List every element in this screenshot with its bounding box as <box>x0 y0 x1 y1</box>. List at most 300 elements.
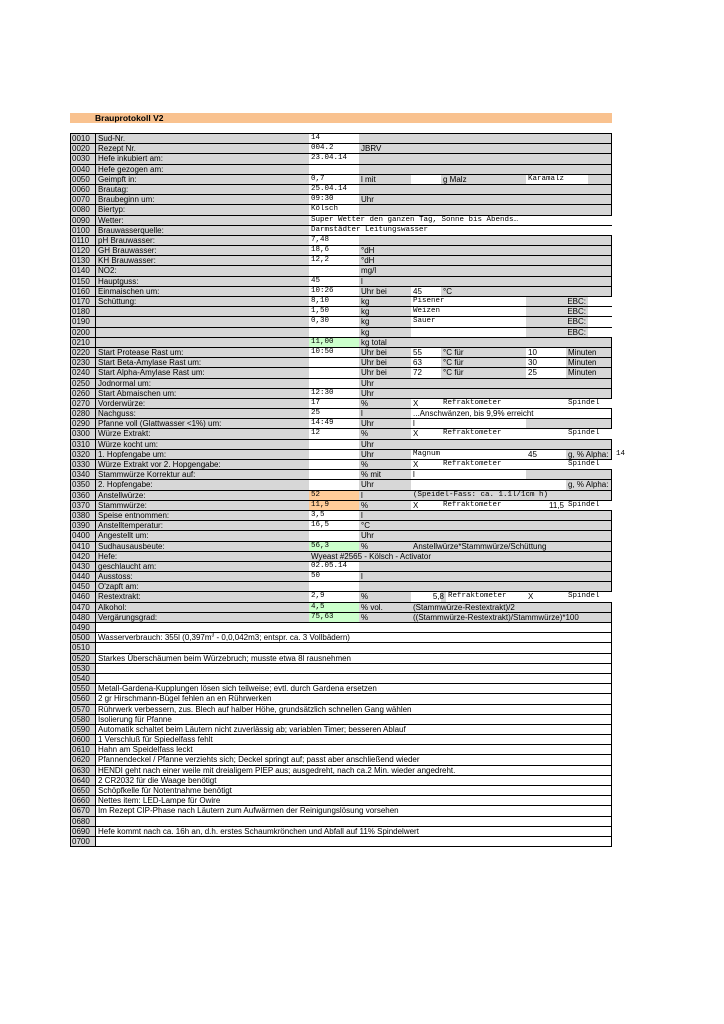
row-number: 0010 <box>71 134 96 143</box>
row-label: Rezept Nr. <box>98 144 136 154</box>
row-number: 0220 <box>71 348 96 357</box>
refractometer-check[interactable]: X <box>411 460 441 469</box>
temperature-field[interactable]: 45 <box>411 287 441 296</box>
value-field[interactable] <box>309 440 359 449</box>
ebc-field[interactable] <box>588 297 613 306</box>
value-field[interactable]: 02.05.14 <box>309 562 359 571</box>
notes-row <box>70 735 612 745</box>
protocol-row <box>70 552 612 562</box>
notes-row <box>70 643 612 653</box>
row-number: 0260 <box>71 389 96 398</box>
row-label: Pfanne voll (Glattwasser <1%) um: <box>98 419 222 429</box>
value-field[interactable]: 12 <box>309 429 359 438</box>
row-label: Brauwasserquelle: <box>98 225 164 235</box>
row-number: 0610 <box>71 745 96 754</box>
protocol-row <box>70 409 612 419</box>
value-field[interactable] <box>309 531 359 540</box>
row-label: Hefe gezogen am: <box>98 164 164 174</box>
malt-name-field[interactable]: Sauer <box>411 317 526 326</box>
row-label <box>96 317 309 326</box>
row-number: 0500 <box>71 633 96 642</box>
unit-label: kg total <box>361 337 387 347</box>
protocol-row <box>70 531 612 541</box>
protocol-row <box>70 236 612 246</box>
unit-label: kg <box>361 327 370 337</box>
rest-unit-label: °C für <box>443 368 464 378</box>
malt-name-field[interactable] <box>411 328 526 337</box>
row-number: 0600 <box>71 735 96 744</box>
row-number: 0050 <box>71 175 96 184</box>
value-field[interactable]: 8,10 <box>309 297 359 306</box>
note-text-part: HENDI geht nach einer weile mit dreialigem PIEP aus; ausgedreht, nach ca.2 Min. wieder angedreht. <box>98 765 456 775</box>
value-field[interactable]: 3,5 <box>309 511 359 520</box>
value-field[interactable]: 12,2 <box>309 256 359 265</box>
alpha-field[interactable] <box>614 480 644 489</box>
row-label: Nachguss: <box>98 409 136 419</box>
note-text-part: Wasserverbrauch: 355l (0,397m <box>98 633 212 643</box>
value-field[interactable] <box>309 582 359 591</box>
value-field[interactable]: 0,7 <box>309 175 359 184</box>
row-number: 0630 <box>71 766 96 775</box>
value-field[interactable] <box>309 328 359 337</box>
unit-label: Uhr <box>361 388 374 398</box>
notes-row <box>70 694 612 704</box>
row-number: 0460 <box>71 592 96 601</box>
value-field[interactable]: 12:30 <box>309 389 359 398</box>
protocol-row <box>70 582 612 592</box>
value-field[interactable]: 16,5 <box>309 521 359 530</box>
row-number: 0030 <box>71 154 96 163</box>
value-field[interactable]: 25.04.14 <box>309 185 359 194</box>
protocol-row <box>70 266 612 276</box>
row-number: 0170 <box>71 297 96 306</box>
row-label: Hefe inkubiert am: <box>98 154 163 164</box>
notes-row <box>70 776 612 786</box>
value-field[interactable] <box>309 470 359 479</box>
refractometer-value: 5,8 <box>432 592 444 602</box>
protocol-row <box>70 338 612 348</box>
notes-row <box>70 745 612 755</box>
row-label: Schüttung: <box>98 297 137 306</box>
row-number: 0150 <box>71 277 96 286</box>
rest-minutes-field[interactable]: 25 <box>526 368 566 377</box>
row-number: 0400 <box>71 531 96 540</box>
row-number: 0450 <box>71 582 96 591</box>
note-text-part: Metall-Gardena-Kupplungen lösen sich teilweise; evtl. durch Gardena ersetzen <box>98 684 377 694</box>
row-number: 0410 <box>71 542 96 551</box>
note-text-part: Starkes Überschäumen beim Würzebruch; musste etwa 8l rausnehmen <box>98 653 351 663</box>
protocol-row <box>70 154 612 164</box>
formula-note: ...Anschwänzen, bis 9,9% erreicht <box>411 409 611 418</box>
row-number: 0110 <box>71 236 96 245</box>
note-text-part: Nettes item: LED-Lampe für Owire <box>98 796 221 806</box>
rest-unit-label: °C für <box>443 347 464 357</box>
note-text[interactable] <box>96 715 611 724</box>
unit-label: Uhr <box>361 531 374 541</box>
note-text[interactable] <box>96 725 611 734</box>
notes-row <box>70 623 612 633</box>
row-number: 0200 <box>71 328 96 337</box>
unit-label: % <box>361 541 369 551</box>
minutes-label: Minuten <box>568 347 597 357</box>
notes-row <box>70 715 612 725</box>
spindle-check[interactable]: X <box>526 592 566 601</box>
row-number: 0060 <box>71 185 96 194</box>
row-label: Speise entnommen: <box>98 510 170 520</box>
note-text[interactable] <box>96 633 611 642</box>
note-text[interactable] <box>96 806 611 815</box>
row-label: Sudhausausbeute: <box>98 541 165 551</box>
row-number: 0350 <box>71 480 96 489</box>
note-text[interactable] <box>96 694 611 703</box>
unit-label: l mit <box>361 174 376 184</box>
protocol-row <box>70 175 612 185</box>
row-number: 0270 <box>71 399 96 408</box>
spindle-value-field[interactable]: 11,5 <box>526 501 566 510</box>
hop-amount-field[interactable]: 45 <box>526 450 566 459</box>
row-label <box>96 328 309 337</box>
spindle-value-field[interactable] <box>526 399 566 408</box>
notes-row <box>70 664 612 674</box>
row-label: Start Alpha-Amylase Rast um: <box>98 368 205 378</box>
value-field[interactable]: 11,00 <box>309 338 359 347</box>
note-text[interactable] <box>96 745 611 754</box>
row-number: 0380 <box>71 511 96 520</box>
spindle-label: Spindel <box>566 501 613 510</box>
note-text-part: 2 CR2032 für die Waage benötigt <box>98 775 217 785</box>
protocol-row <box>70 216 612 226</box>
note-text[interactable] <box>96 817 611 826</box>
formula-note: Anstellwürze*Stammwürze/Schüttung <box>413 541 547 551</box>
value-field[interactable]: 004.2 <box>309 144 359 153</box>
row-label: Start Protease Rast um: <box>98 347 184 357</box>
row-number: 0490 <box>71 623 96 632</box>
protocol-row <box>70 165 612 175</box>
note-text-part: Hefe kommt nach ca. 16h an, d.h. erstes Schaumkrönchen und Abfall auf 11% Spindelwert <box>98 826 419 836</box>
unit-label: mg/l <box>361 266 377 276</box>
notes-row <box>70 766 612 776</box>
notes-row <box>70 725 612 735</box>
unit-label: % <box>361 592 369 602</box>
protocol-row <box>70 368 612 378</box>
hop-amount-field[interactable] <box>526 480 566 489</box>
protocol-row <box>70 419 612 429</box>
spindle-label: Spindel <box>566 592 613 601</box>
hop-variety-field[interactable]: Magnum <box>411 450 526 459</box>
unit-label: l <box>361 510 363 520</box>
row-number: 0470 <box>71 603 96 612</box>
minutes-label: Minuten <box>568 358 597 368</box>
row-label: 1. Hopfengabe um: <box>98 449 167 459</box>
protocol-row <box>70 491 612 501</box>
value-field[interactable]: 0,30 <box>309 317 359 326</box>
rest-temperature-field[interactable]: 63 <box>411 358 441 367</box>
ebc-field[interactable] <box>588 328 613 337</box>
value-field[interactable]: 75,63 <box>309 613 359 622</box>
notes-row <box>70 837 612 847</box>
value-field[interactable]: 25 <box>309 409 359 418</box>
unit-label: % <box>361 429 369 439</box>
value-field[interactable]: Darmstädter Leitungswasser <box>309 226 613 235</box>
value-field[interactable]: 10:50 <box>309 348 359 357</box>
note-text[interactable] <box>96 623 611 632</box>
spindle-value-field[interactable] <box>526 460 566 469</box>
row-number: 0320 <box>71 450 96 459</box>
value-field[interactable] <box>309 165 359 174</box>
alpha-label: g, % Alpha: <box>568 480 609 490</box>
row-number: 0190 <box>71 317 96 326</box>
note-text[interactable] <box>96 837 611 846</box>
protocol-row <box>70 440 612 450</box>
row-label: NO2: <box>98 266 117 276</box>
refractometer-label: Refraktometer <box>441 460 526 469</box>
note-text-part: 2 gr Hirschmann-Bügel fehlen an en Rührwerken <box>98 694 272 704</box>
protocol-row <box>70 307 612 317</box>
protocol-title-bar <box>70 113 612 123</box>
value-field[interactable]: 2,9 <box>309 592 359 601</box>
row-number: 0210 <box>71 338 96 347</box>
protocol-row <box>70 348 612 358</box>
protocol-row <box>70 480 612 490</box>
protocol-title: Brauprotokoll V2 <box>95 113 164 123</box>
unit-label: Uhr <box>361 480 374 490</box>
value-field[interactable]: 1,50 <box>309 307 359 316</box>
value-field[interactable]: Kölsch <box>309 205 359 214</box>
note-superscript: 3 <box>211 633 215 639</box>
row-label: Hefe: <box>98 551 118 561</box>
value-field[interactable] <box>309 368 359 377</box>
note-text[interactable] <box>96 684 611 693</box>
value-field[interactable]: 10:26 <box>309 287 359 296</box>
spindle-label: Spindel <box>566 460 613 469</box>
value-field[interactable] <box>309 480 359 489</box>
value-field[interactable]: 14:49 <box>309 419 359 428</box>
row-number: 0370 <box>71 501 96 510</box>
refractometer-check[interactable]: X <box>411 399 441 408</box>
note-text[interactable] <box>96 786 611 795</box>
row-number: 0690 <box>71 827 96 836</box>
row-label: Einmaischen um: <box>98 286 160 296</box>
ebc-field[interactable] <box>588 307 613 316</box>
value-field[interactable] <box>309 358 359 367</box>
row-number: 0180 <box>71 307 96 316</box>
value-field[interactable]: 23.04.14 <box>309 154 359 163</box>
malt-name-field[interactable]: Weizen <box>411 307 526 316</box>
notes-row <box>70 674 612 684</box>
malt-name-field[interactable]: Pisener <box>411 297 526 306</box>
row-number: 0360 <box>71 491 96 500</box>
row-label: Vergärungsgrad: <box>98 612 158 622</box>
protocol-row <box>70 429 612 439</box>
value-field[interactable] <box>309 266 359 275</box>
unit-label: kg <box>361 307 370 317</box>
value-field[interactable] <box>309 450 359 459</box>
value-field[interactable]: 14 <box>309 134 359 143</box>
protocol-row <box>70 297 612 307</box>
row-number: 0390 <box>71 521 96 530</box>
row-number: 0640 <box>71 776 96 785</box>
unit-label: Uhr bei <box>361 286 387 296</box>
value-field[interactable] <box>309 379 359 388</box>
rest-temperature-field[interactable]: 55 <box>411 348 441 357</box>
row-number: 0560 <box>71 694 96 703</box>
note-text-part: Automatik schaltet beim Läutern nicht zuverlässig ab; variablen Timer; besseren Ablauf <box>98 724 406 734</box>
unit-label: % <box>361 612 369 622</box>
formula-note: ((Stammwürze-Restextrakt)/Stammwürze)*100 <box>413 612 579 622</box>
unit-label: l <box>361 409 363 419</box>
row-label: Alkohol: <box>98 602 127 612</box>
value-field[interactable]: 09:30 <box>309 195 359 204</box>
row-label: Ausstoss: <box>98 572 133 582</box>
unit-label: JBRV <box>361 144 382 154</box>
extra-field[interactable]: l <box>411 470 526 479</box>
notes-row <box>70 806 612 816</box>
value-field[interactable]: 56,3 <box>309 542 359 551</box>
notes-row <box>70 705 612 715</box>
hop-variety-field[interactable] <box>411 480 526 489</box>
protocol-row <box>70 246 612 256</box>
value-field[interactable]: 11,9 <box>309 501 359 510</box>
note-text[interactable] <box>96 664 611 673</box>
notes-row <box>70 633 612 643</box>
value-field[interactable]: 4,5 <box>309 603 359 612</box>
row-label: Würze kocht um: <box>98 439 159 449</box>
refractometer-check[interactable]: X <box>411 429 441 438</box>
row-number: 0530 <box>71 664 96 673</box>
unit-label: l <box>361 276 363 286</box>
note-text[interactable] <box>96 766 611 775</box>
value-field[interactable]: 18,6 <box>309 246 359 255</box>
row-label: Biertyp: <box>98 205 126 215</box>
spindle-label: Spindel <box>566 399 613 408</box>
row-label: Start Abmaischen um: <box>98 388 177 398</box>
row-number: 0520 <box>71 654 96 663</box>
note-text-part: Rührwerk verbessern, zus. Blech auf halber Höhe, grundsätzlich schnellen Gang wählen <box>98 704 412 714</box>
value-field[interactable]: 50 <box>309 572 359 581</box>
formula-note: (Stammwürze-Restextrakt)/2 <box>413 602 515 612</box>
fass-note: (Speidel-Fass: ca. 1.1l/1cm h) <box>413 490 549 499</box>
value-field[interactable]: Wyeast #2565 - Kölsch - Activator <box>311 551 431 561</box>
rest-minutes-field[interactable]: 10 <box>526 348 566 357</box>
malt-type-field[interactable]: Karamalz <box>526 175 588 184</box>
note-text[interactable] <box>96 776 611 785</box>
notes-row <box>70 684 612 694</box>
row-number: 0230 <box>71 358 96 367</box>
protocol-row <box>70 256 612 266</box>
unit-label: l <box>361 490 363 500</box>
unit-label: Uhr <box>361 378 374 388</box>
mit-amount-field[interactable] <box>411 175 441 184</box>
rest-temperature-field[interactable]: 72 <box>411 368 441 377</box>
note-text[interactable] <box>96 796 611 805</box>
row-label: Wetter: <box>98 215 124 225</box>
protocol-row <box>70 195 612 205</box>
row-label: GH Brauwasser: <box>98 246 157 256</box>
protocol-row <box>70 449 626 460</box>
refractometer-label: Refraktometer <box>441 501 526 510</box>
row-label: Brautag: <box>98 184 129 194</box>
row-label: Würze Extrakt vor 2. Hopgengabe: <box>98 460 221 469</box>
row-label: Angestellt um: <box>98 531 149 541</box>
value-field[interactable]: 7,48 <box>309 236 359 245</box>
row-label: Geimpft in: <box>98 174 137 184</box>
unit-label: Uhr <box>361 195 374 205</box>
alpha-field[interactable]: 14 <box>614 450 644 459</box>
protocol-row <box>70 592 612 602</box>
unit-label: Uhr <box>361 439 374 449</box>
row-number: 0590 <box>71 725 96 734</box>
unit-label: °dH <box>361 256 375 266</box>
ebc-label: EBC: <box>567 317 586 327</box>
refractometer-label: Refraktometer <box>441 399 526 408</box>
alpha-label: g, % Alpha: <box>568 449 609 459</box>
value-field[interactable]: Super Wetter den ganzen Tag, Sonne bis Abends… <box>309 216 613 225</box>
unit-label: kg <box>361 297 370 306</box>
unit-label: Uhr bei <box>361 368 387 378</box>
protocol-sheet <box>70 133 626 847</box>
unit-label: % <box>361 460 369 469</box>
ebc-label: EBC: <box>567 327 586 337</box>
protocol-row <box>70 287 612 297</box>
extra-field[interactable]: l <box>411 419 526 428</box>
row-label: Anstelltemperatur: <box>98 521 163 531</box>
row-number: 0580 <box>71 715 96 724</box>
value-field[interactable]: 45 <box>309 277 359 286</box>
value-field[interactable]: 17 <box>309 399 359 408</box>
row-number: 0340 <box>71 470 96 479</box>
note-text[interactable] <box>96 654 611 663</box>
row-label: 2. Hopfengabe: <box>98 480 153 490</box>
temperature-unit: °C <box>443 286 452 296</box>
row-number: 0570 <box>71 705 96 714</box>
notes-row <box>70 817 612 827</box>
refractometer-label: Refraktometer <box>441 429 526 438</box>
row-number: 0040 <box>71 165 96 174</box>
unit-label: Uhr bei <box>361 347 387 357</box>
ebc-field[interactable] <box>588 317 613 326</box>
spindle-value-field[interactable] <box>526 429 566 438</box>
note-text-part: Im Rezept CIP-Phase nach Läutern zum Aufwärmen der Reinigungslösung vorsehen <box>98 806 399 816</box>
note-text[interactable] <box>96 705 611 714</box>
row-number: 0510 <box>71 643 96 652</box>
row-label: Stammwürze Korrektur auf: <box>98 470 196 480</box>
refractometer-check[interactable]: X <box>411 501 441 510</box>
unit-label: l <box>361 572 363 582</box>
protocol-row <box>70 470 612 480</box>
note-text[interactable] <box>96 674 611 683</box>
row-number: 0480 <box>71 613 96 622</box>
row-label: Vorderwürze: <box>98 398 146 408</box>
protocol-row <box>70 511 612 521</box>
row-number: 0280 <box>71 409 96 418</box>
row-label: Braubeginn um: <box>98 195 155 205</box>
row-number: 0330 <box>71 460 96 469</box>
row-number: 0300 <box>71 429 96 438</box>
spindle-label: Spindel <box>566 429 613 438</box>
row-number: 0120 <box>71 246 96 255</box>
note-text[interactable] <box>96 755 611 764</box>
unit-label: % mit <box>361 470 381 480</box>
value-field[interactable] <box>309 460 359 469</box>
note-text[interactable] <box>96 643 611 652</box>
note-text[interactable] <box>96 827 611 836</box>
value-field[interactable]: 52 <box>309 491 359 500</box>
note-text[interactable] <box>96 735 611 744</box>
rest-minutes-field[interactable]: 30 <box>526 358 566 367</box>
row-number: 0700 <box>71 837 96 846</box>
row-label: KH Brauwasser: <box>98 256 156 266</box>
protocol-row <box>70 144 612 154</box>
